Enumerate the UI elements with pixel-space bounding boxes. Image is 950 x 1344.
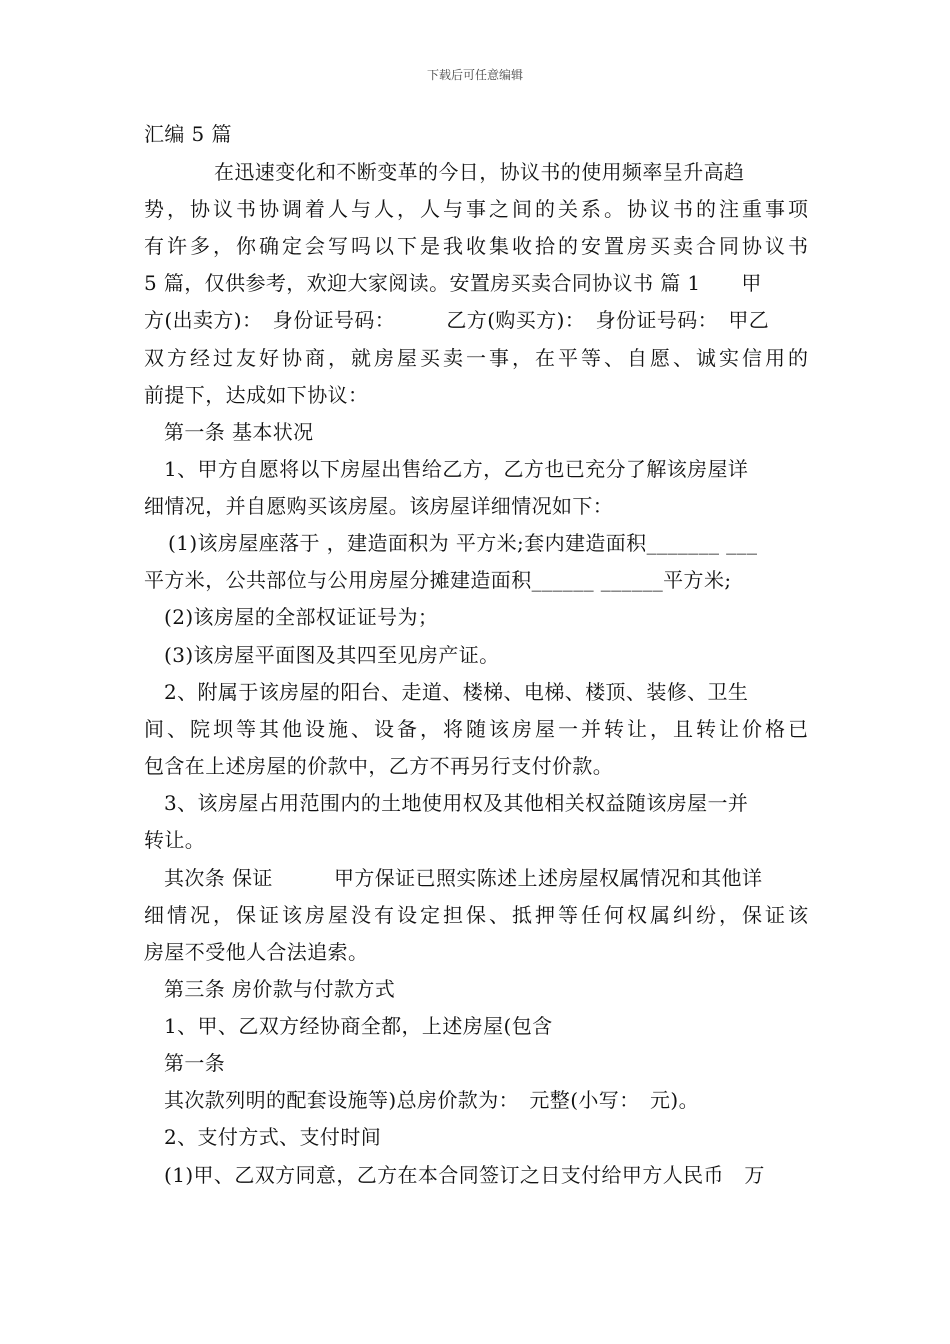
text-line: 在迅速变化和不断变革的今日，协议书的使用频率呈升高趋 bbox=[214, 160, 745, 184]
text-line: 细情况，并自愿购买该房屋。该房屋详细情况如下： bbox=[144, 494, 614, 518]
text-line: 其次款列明的配套设施等)总房价款为： 元整(小写： 元)。 bbox=[164, 1088, 700, 1112]
text-line: 细情况，保证该房屋没有设定担保、抵押等任何权属纠纷，保证该 bbox=[144, 903, 808, 927]
text-line: (1)该房屋座落于 ，建造面积为 平方米;套内建造面积_______ ___ bbox=[168, 531, 758, 555]
text-line: 1、甲方自愿将以下房屋出售给乙方，乙方也已充分了解该房屋详 bbox=[164, 457, 749, 481]
section-heading: 第三条 房价款与付款方式 bbox=[164, 977, 396, 1001]
text-line: 2、附属于该房屋的阳台、走道、楼梯、电梯、楼顶、装修、卫生 bbox=[164, 680, 749, 704]
text-line: 前提下，达成如下协议： bbox=[144, 383, 369, 407]
text-line: (1)甲、乙双方同意，乙方在本合同签订之日支付给甲方人民币 万 bbox=[164, 1163, 765, 1187]
text-line: (2)该房屋的全部权证证号为； bbox=[164, 605, 439, 629]
text-line: 第一条 bbox=[164, 1051, 226, 1075]
section-heading: 其次条 保证 甲方保证已照实陈述上述房屋权属情况和其他详 bbox=[164, 866, 763, 890]
text-line: 有许多，你确定会写吗以下是我收集收拾的安置房买卖合同协议书 bbox=[144, 234, 808, 258]
text-line: 间、院坝等其他设施、设备，将随该房屋一并转让，且转让价格已 bbox=[144, 717, 808, 741]
text-line: 3、该房屋占用范围内的土地使用权及其他相关权益随该房屋一并 bbox=[164, 791, 749, 815]
text-line: 包含在上述房屋的价款中，乙方不再另行支付价款。 bbox=[144, 754, 614, 778]
page-header: 下载后可任意编辑 bbox=[426, 68, 523, 82]
text-line: 势，协议书协调着人与人，人与事之间的关系。协议书的注重事项 bbox=[144, 197, 808, 221]
text-line: 房屋不受他人合法追索。 bbox=[144, 940, 369, 964]
section-heading: 第一条 基本状况 bbox=[164, 420, 314, 444]
text-line: 方(出卖方)： 身份证号码： 乙方(购买方)： 身份证号码： 甲乙 bbox=[144, 308, 770, 332]
text-line: 2、支付方式、支付时间 bbox=[164, 1125, 382, 1149]
text-line: 5 篇，仅供参考，欢迎大家阅读。安置房买卖合同协议书 篇 1 甲 bbox=[144, 271, 762, 295]
text-line: (3)该房屋平面图及其四至见房产证。 bbox=[164, 643, 500, 667]
text-line: 转让。 bbox=[144, 828, 206, 852]
text-line: 1、甲、乙双方经协商全都，上述房屋(包含 bbox=[164, 1014, 553, 1038]
text-line: 平方米，公共部位与公用房屋分摊建造面积______ ______平方米; bbox=[144, 568, 732, 592]
text-line: 双方经过友好协商，就房屋买卖一事，在平等、自愿、诚实信用的 bbox=[144, 346, 808, 370]
text-line-title: 汇编 5 篇 bbox=[144, 122, 232, 146]
